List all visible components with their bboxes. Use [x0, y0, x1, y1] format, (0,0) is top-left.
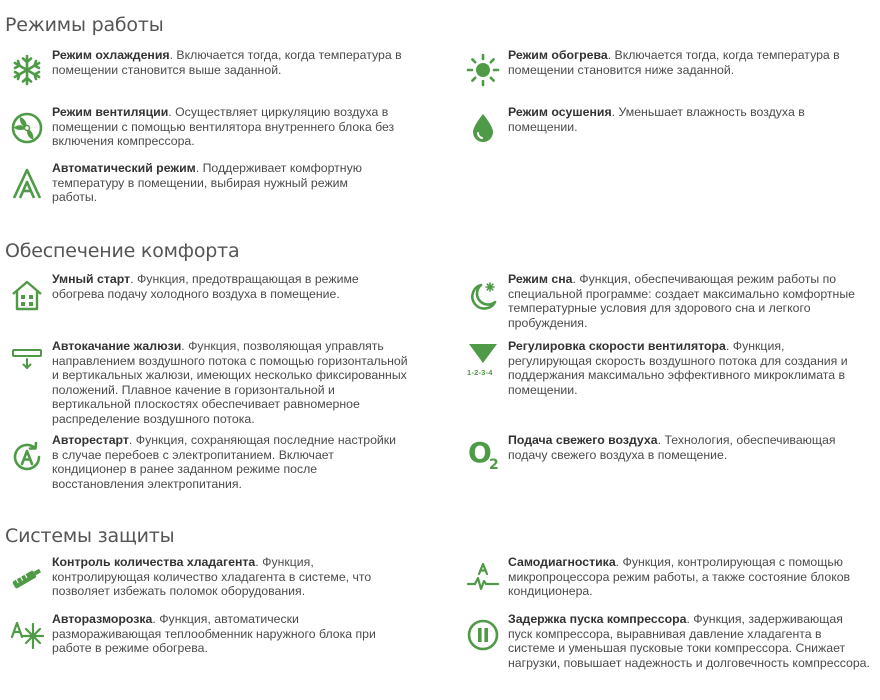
feature-desc: . Функция, предотвращающая в режиме обогрева подачу холодного воздуха в помещение. — [52, 272, 359, 301]
feature-name: Режим охлаждения — [52, 48, 170, 62]
feature-text — [52, 161, 392, 205]
louver-icon — [10, 341, 44, 375]
oxygen-subscript: 2 — [489, 457, 499, 473]
feature-name: Авторестарт — [52, 433, 129, 447]
feature-desc: . Функция, регулирующая скорость воздушного потока для создания и поддержания максимально эффективного микроклимата в помещении. — [508, 339, 848, 397]
auto-mode-icon — [10, 167, 44, 201]
feature-desc: . Функция, контролирующая количество хладагента в системе, что позволяет избежать поломок оборудования. — [52, 555, 372, 599]
feature-desc: . Технология, обеспечивающая подачу свежего воздуха в помещение. — [508, 433, 836, 462]
house-icon — [10, 278, 44, 312]
feature-name: Режим обогрева — [508, 48, 608, 62]
feature-text — [508, 105, 870, 134]
feature-text — [508, 272, 870, 330]
auto-restart-icon — [10, 440, 44, 474]
feature-text — [52, 48, 412, 77]
snowflake-icon — [10, 53, 44, 87]
feature-text — [508, 48, 870, 77]
feature-desc: . Включается тогда, когда температура в помещении становится выше заданной. — [52, 48, 402, 77]
section-title-comfort: Обеспечение комфорта — [5, 240, 240, 262]
feature-text — [508, 433, 870, 462]
feature-desc: . Функция, сохраняющая последние настройки в случае перебоев с электропитанием. Включает кондиционер в ранее заданном режиме после восстановления электропитания. — [52, 433, 397, 491]
feature-desc: . Функция, автоматически размораживающая теплообменник наружного блока при работе в режиме обогрева. — [52, 612, 376, 656]
feature-name: Контроль количества хладагента — [52, 555, 256, 569]
feature-name: Регулировка скорости вентилятора — [508, 339, 726, 353]
feature-name: Самодиагностика — [508, 555, 616, 569]
oxygen-letter: O — [468, 436, 492, 469]
feature-desc: . Поддерживает комфортную температуру в помещении, выбирая нужный режим работы. — [52, 161, 362, 205]
feature-text — [52, 272, 392, 301]
section-title-protection: Системы защиты — [5, 525, 175, 547]
pause-icon — [466, 618, 500, 652]
fan-icon — [10, 111, 44, 145]
sun-icon — [466, 53, 500, 87]
feature-name: Подача свежего воздуха — [508, 433, 658, 447]
water-drop-icon — [466, 111, 500, 145]
feature-desc: . Включается тогда, когда температура в помещении становится ниже заданной. — [508, 48, 840, 77]
feature-desc: . Функция, задерживающая пуск компрессора, выравнивая давление хладагента в системе и уменьшая пусковые токи компрессора. Снижает нагрузки, повышает надежность и долговечность компрессора. — [508, 612, 870, 670]
feature-name: Автоматический режим — [52, 161, 196, 175]
feature-text — [52, 612, 397, 656]
feature-name: Авторазморозка — [52, 612, 153, 626]
feature-desc: . Уменьшает влажность воздуха в помещении. — [508, 105, 805, 134]
feature-name: Режим осушения — [508, 105, 612, 119]
oxygen-icon — [468, 437, 506, 477]
fan-speed-icon — [466, 341, 502, 379]
feature-name: Автокачание жалюзи — [52, 339, 182, 353]
feature-text — [52, 339, 412, 427]
feature-name: Режим сна — [508, 272, 573, 286]
feature-text — [52, 105, 412, 149]
auto-defrost-icon — [10, 618, 44, 652]
feature-desc: . Функция, обеспечивающая режим работы по специальной программе: создает максимально комфортные температурные условия для здорового сна и легкого пробуждения. — [508, 272, 856, 330]
feature-text — [508, 555, 870, 599]
feature-name: Режим вентиляции — [52, 105, 169, 119]
feature-text — [508, 612, 870, 670]
fan-speed-levels: 1-2-3-4 — [467, 368, 493, 377]
moon-icon — [466, 280, 500, 314]
feature-desc: . Функция, контролирующая с помощью микропроцессора режим работы, а также состояние блоков кондиционера. — [508, 555, 851, 599]
feature-name: Умный старт — [52, 272, 131, 286]
refrigerant-tube-icon — [10, 561, 44, 595]
diagnostics-icon — [466, 561, 500, 595]
feature-name: Задержка пуска компрессора — [508, 612, 687, 626]
feature-desc: . Функция, позволяющая управлять направлением воздушного потока с помощью горизонтальной и вертикальных жалюзи, имеющих несколько фиксированных положений. Плавное качение в горизонтальной и вертикальной плоскостях обеспечивает равномерное распределение воздушного потока. — [52, 339, 408, 426]
section-title-modes: Режимы работы — [5, 14, 164, 36]
feature-desc: . Осуществляет циркуляцию воздуха в помещении с помощью вентилятора внутреннего блока без включения компрессора. — [52, 105, 395, 149]
feature-text — [52, 555, 397, 599]
feature-text — [508, 339, 870, 397]
feature-text — [52, 433, 397, 491]
